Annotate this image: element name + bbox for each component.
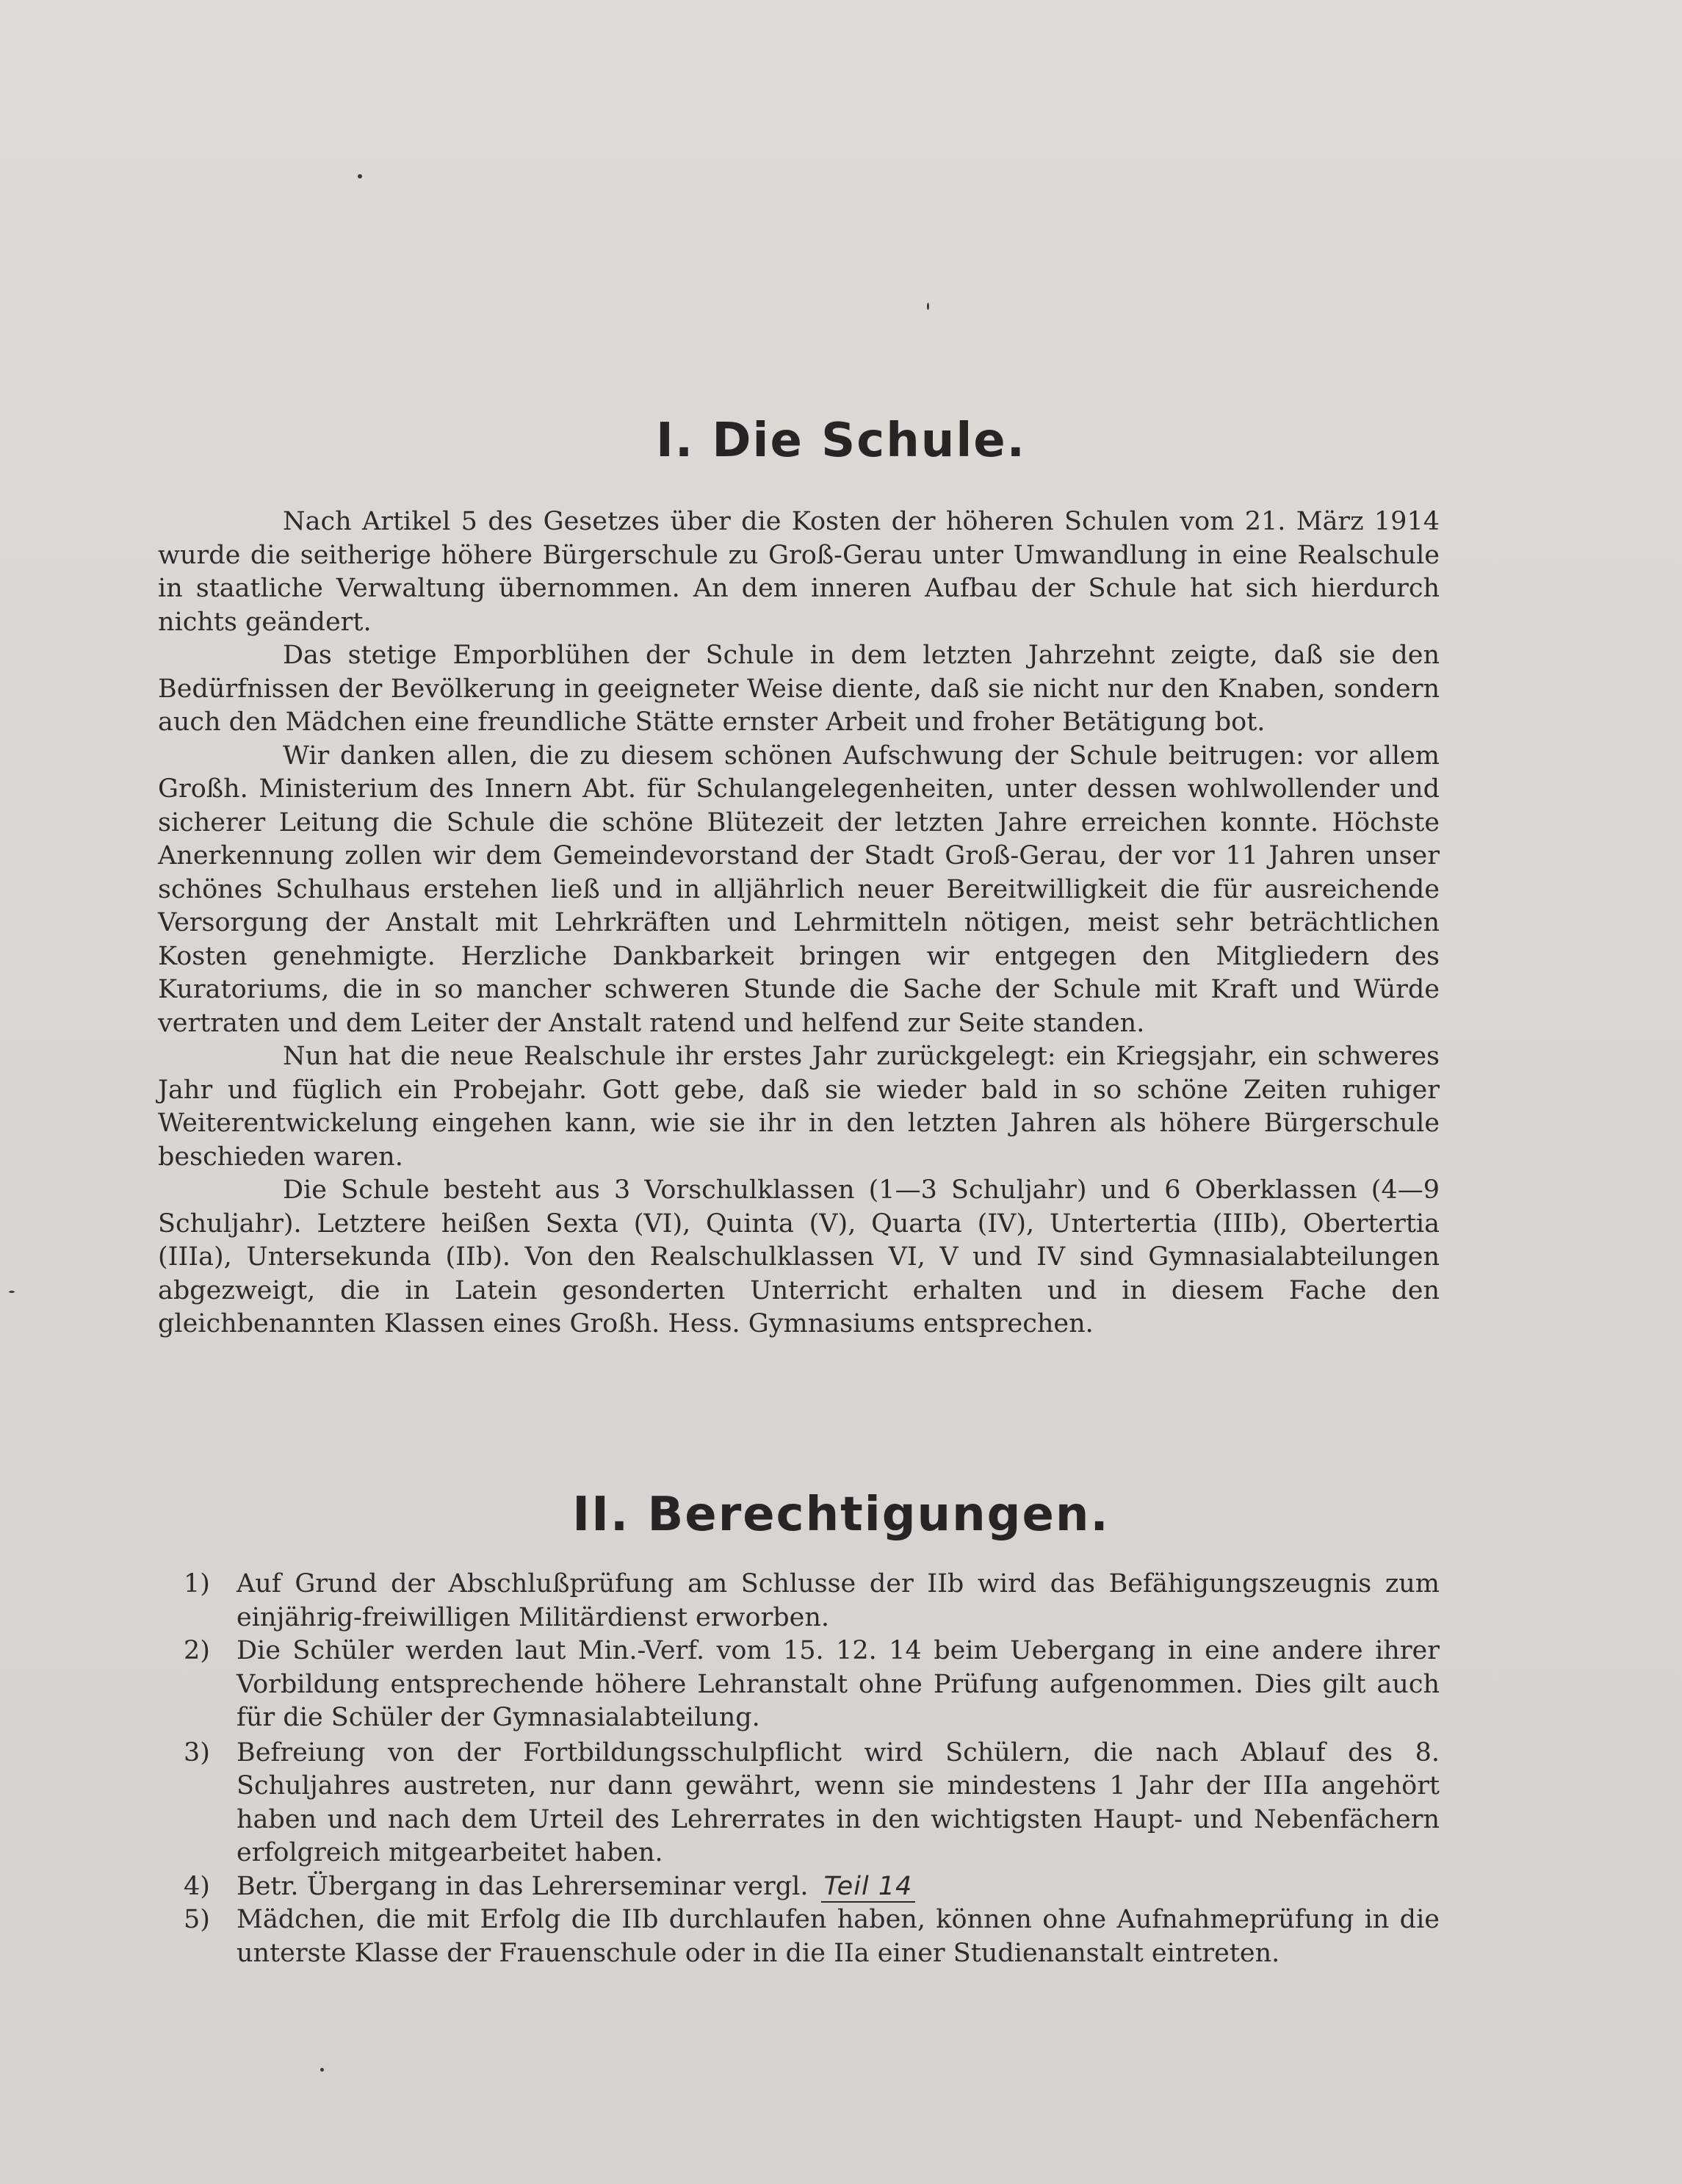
- list-item-number: 4): [184, 1871, 210, 1901]
- paragraph: Nun hat die neue Realschule ihr erstes Jahr zurückgelegt: ein Kriegsjahr, ein schweres Jahr und füglich ein Probejahr. Gott gebe, daß sie wieder bald in so schöne Zeiten ruhiger Weiterentwickelung eingehen kann, wie sie ihr in den letzten Jahren als höhere Bürgerschule beschieden waren.: [158, 1042, 1440, 1172]
- berechtigungen-list: [184, 1568, 1440, 1970]
- handwritten-annotation: Teil 14: [821, 1872, 916, 1903]
- list-item-number: 1): [184, 1569, 210, 1599]
- list-item-line: [237, 1870, 1440, 1904]
- scan-speck: [320, 2068, 324, 2072]
- list-item: [184, 1870, 1440, 1904]
- paragraph: Nach Artikel 5 des Gesetzes über die Kosten der höheren Schulen vom 21. März 1914 wurde die seitherige höhere Bürgerschule zu Groß-Gerau unter Umwandlung in eine Realschule in staatliche Verwaltung übernommen. An dem inneren Aufbau der Schule hat sich hierdurch nichts geändert.: [158, 507, 1440, 637]
- list-item-text: Auf Grund der Abschlußprüfung am Schlusse der IIb wird das Befähigungszeugnis zum einjährig-freiwilligen Militärdienst erworben.: [237, 1569, 1440, 1632]
- list-item: [184, 1635, 1440, 1735]
- scan-speck: [9, 1291, 15, 1293]
- section-heading-berechtigungen: II. Berechtigungen.: [572, 1488, 1110, 1543]
- scan-speck: [358, 174, 362, 179]
- list-item: [184, 1568, 1440, 1635]
- list-item-number: 5): [184, 1905, 210, 1934]
- list-item-text: Betr. Übergang in das Lehrerseminar vergl.: [237, 1871, 809, 1901]
- paragraph: Die Schule besteht aus 3 Vorschulklassen (1—3 Schuljahr) und 6 Oberklassen (4—9 Schuljahr). Letztere heißen Sexta (VI), Quinta (V), Quarta (IV), Untertertia (IIIb), Obertertia (IIIa), Untersekunda (IIb). Von den Realschulklassen VI, V und IV sind Gymnasialabteilungen abgezweigt, die in Latein gesonderten Unterricht erhalten und in diesem Fache den gleichbenannten Klassen eines Großh. Hess. Gymnasiums entsprechen.: [158, 1175, 1440, 1338]
- list-item: [184, 1903, 1440, 1970]
- list-item-number: 3): [184, 1737, 210, 1767]
- list-item-number: 2): [184, 1636, 210, 1665]
- section-die-schule-body: [158, 505, 1440, 1341]
- list-item: [184, 1737, 1440, 1870]
- list-item-text: Mädchen, die mit Erfolg die IIb durchlaufen haben, können ohne Aufnahmeprüfung in die unterste Klasse der Frauenschule oder in die IIa einer Studienanstalt eintreten.: [237, 1905, 1440, 1968]
- list-item-text: Befreiung von der Fortbildungsschulpflicht wird Schülern, die nach Ablauf des 8. Schuljahres austreten, nur dann gewährt, wenn sie mindestens 1 Jahr der IIIa angehört haben und nach dem Urteil des Lehrerrates in den wichtigsten Haupt- und Nebenfächern erfolgreich mitgearbeitet haben.: [237, 1737, 1440, 1867]
- list-item-text: Die Schüler werden laut Min.-Verf. vom 15. 12. 14 beim Uebergang in eine andere ihrer Vorbildung entsprechende höhere Lehranstalt ohne Prüfung aufgenommen. Dies gilt auch für die Schüler der Gymnasialabteilung.: [237, 1636, 1440, 1732]
- paragraph: Wir danken allen, die zu diesem schönen Aufschwung der Schule beitrugen: vor allem Großh. Ministerium des Innern Abt. für Schulangelegenheiten, unter dessen wohlwollender und sicherer Leitung die Schule die schöne Blütezeit der letzten Jahre erreichen konnte. Höchste Anerkennung zollen wir dem Gemeindevorstand der Stadt Groß-Gerau, der vor 11 Jahren unser schönes Schulhaus erstehen ließ und in alljährlich neuer Bereitwilligkeit die für ausreichende Versorgung der Anstalt mit Lehrkräften und Lehrmitteln nötigen, meist sehr beträchtlichen Kosten genehmigte. Herzliche Dankbarkeit bringen wir entgegen den Mitgliedern des Kuratoriums, die in so mancher schweren Stunde die Sache der Schule mit Kraft und Würde vertraten und dem Leiter der Anstalt ratend und helfend zur Seite standen.: [158, 740, 1440, 1038]
- section-heading-die-schule: I. Die Schule.: [656, 413, 1026, 468]
- paragraph: Das stetige Emporblühen der Schule in dem letzten Jahrzehnt zeigte, daß sie den Bedürfnissen der Bevölkerung in geeigneter Weise diente, daß sie nicht nur den Knaben, sondern auch den Mädchen eine freundliche Stätte ernster Arbeit und froher Betätigung bot.: [158, 641, 1440, 737]
- scan-speck: [927, 303, 929, 310]
